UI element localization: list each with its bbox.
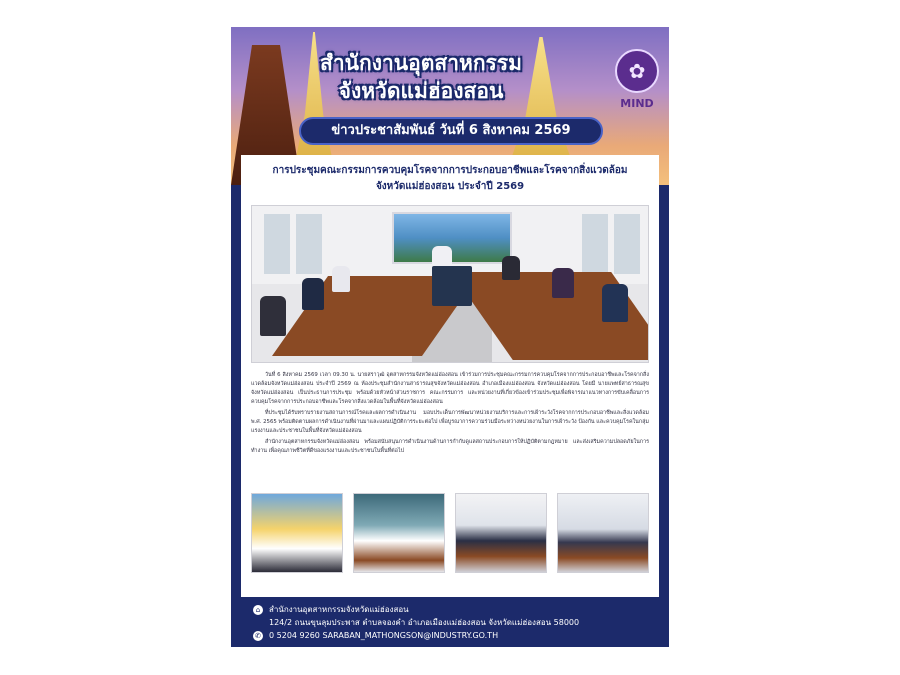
- office-title: [231, 49, 611, 105]
- article-paragraph: ที่ประชุมได้รับทราบรายงานสถานการณ์โรคและผลการดำเนินงาน มอบประเด็นการพัฒนาหน่วยงานบริการและการเฝ้าระวังโรคจากการประกอบอาชีพและสิ่งแวดล้อม พ.ศ. 2565 พร้อมติดตามผลการดำเนินงานที่ผ่านมาและแผนปฏิบัติการระยะต่อไป เพื่อบูรณาการความร่วมมือระหว่างหน่วยงานในการเฝ้าระวัง ป้องกัน และควบคุมโรคในกลุ่มแรงงานและประชาชนในพื้นที่จังหวัดแม่ฮ่องสอน: [251, 410, 649, 434]
- gallery-photo: [455, 493, 547, 573]
- projector-screen: [392, 212, 512, 264]
- headline-line1: การประชุมคณะกรรมการควบคุมโรคจากการประกอบอาชีพและโรคจากสิ่งแวดล้อม: [272, 165, 628, 176]
- meeting-photo: [251, 205, 649, 363]
- contact-footer: [231, 602, 669, 647]
- ministry-logo-icon: ✿: [615, 49, 659, 93]
- article-paragraph: วันที่ 6 สิงหาคม 2569 เวลา 09.30 น. นายสราวุฒิ อุตสาหกรรมจังหวัดแม่ฮ่องสอน เข้าร่วมการประชุมคณะกรรมการควบคุมโรคจากการประกอบอาชีพและโรคจากสิ่งแวดล้อมจังหวัดแม่ฮ่องสอน ประจำปี 2569 ณ ห้องประชุมสำนักงานสาธารณสุขจังหวัดแม่ฮ่องสอน อำเภอเมืองแม่ฮ่องสอน จังหวัดแม่ฮ่องสอน โดยมี นายแพทย์สาธารณสุขจังหวัดแม่ฮ่องสอน เป็นประธานการประชุม พร้อมด้วยหัวหน้าส่วนราชการ คณะกรรมการ และหน่วยงานที่เกี่ยวข้องเข้าร่วมประชุมเพื่อพิจารณาแนวทางการขับเคลื่อนการควบคุมโรคจากการประกอบอาชีพและโรคจากสิ่งแวดล้อมในพื้นที่จังหวัดแม่ฮ่องสอน: [251, 372, 649, 405]
- news-date-label: ข่าวประชาสัมพันธ์ วันที่ 6 สิงหาคม 2569: [299, 117, 603, 145]
- office-title-line2: จังหวัดแม่ฮ่องสอน: [338, 79, 504, 103]
- gallery-photo: [557, 493, 649, 573]
- press-release-poster: [231, 27, 669, 647]
- footer-address: 124/2 ถนนขุนลุมประพาส ตำบลจองคำ อำเภอเมืองแม่ฮ่องสอน จังหวัดแม่ฮ่องสอน 58000: [269, 618, 580, 627]
- article-card: [241, 155, 659, 597]
- article-body: [251, 371, 649, 458]
- gallery-photo: [251, 493, 343, 573]
- office-title-line1: สำนักงานอุตสาหกรรม: [320, 51, 522, 75]
- article-headline: [241, 163, 659, 195]
- gallery-photo: [353, 493, 445, 573]
- footer-contact: 0 5204 9260 SARABAN_MATHONGSON@INDUSTRY.GO.TH: [269, 631, 499, 640]
- headline-line2: จังหวัดแม่ฮ่องสอน ประจำปี 2569: [375, 181, 525, 192]
- footer-org: สำนักงานอุตสาหกรรมจังหวัดแม่ฮ่องสอน: [269, 605, 409, 614]
- phone-icon: ✆: [253, 631, 263, 641]
- photo-gallery: [251, 493, 649, 575]
- article-paragraph: สำนักงานอุตสาหกรรมจังหวัดแม่ฮ่องสอน พร้อมสนับสนุนการดำเนินงานด้านการกำกับดูแลสถานประกอบการให้ปฏิบัติตามกฎหมาย และส่งเสริมความปลอดภัยในการทำงาน เพื่อคุณภาพชีวิตที่ดีของแรงงานและประชาชนในพื้นที่ต่อไป: [251, 439, 649, 454]
- logo-wordmark: MIND: [620, 97, 654, 110]
- building-icon: ⌂: [253, 605, 263, 615]
